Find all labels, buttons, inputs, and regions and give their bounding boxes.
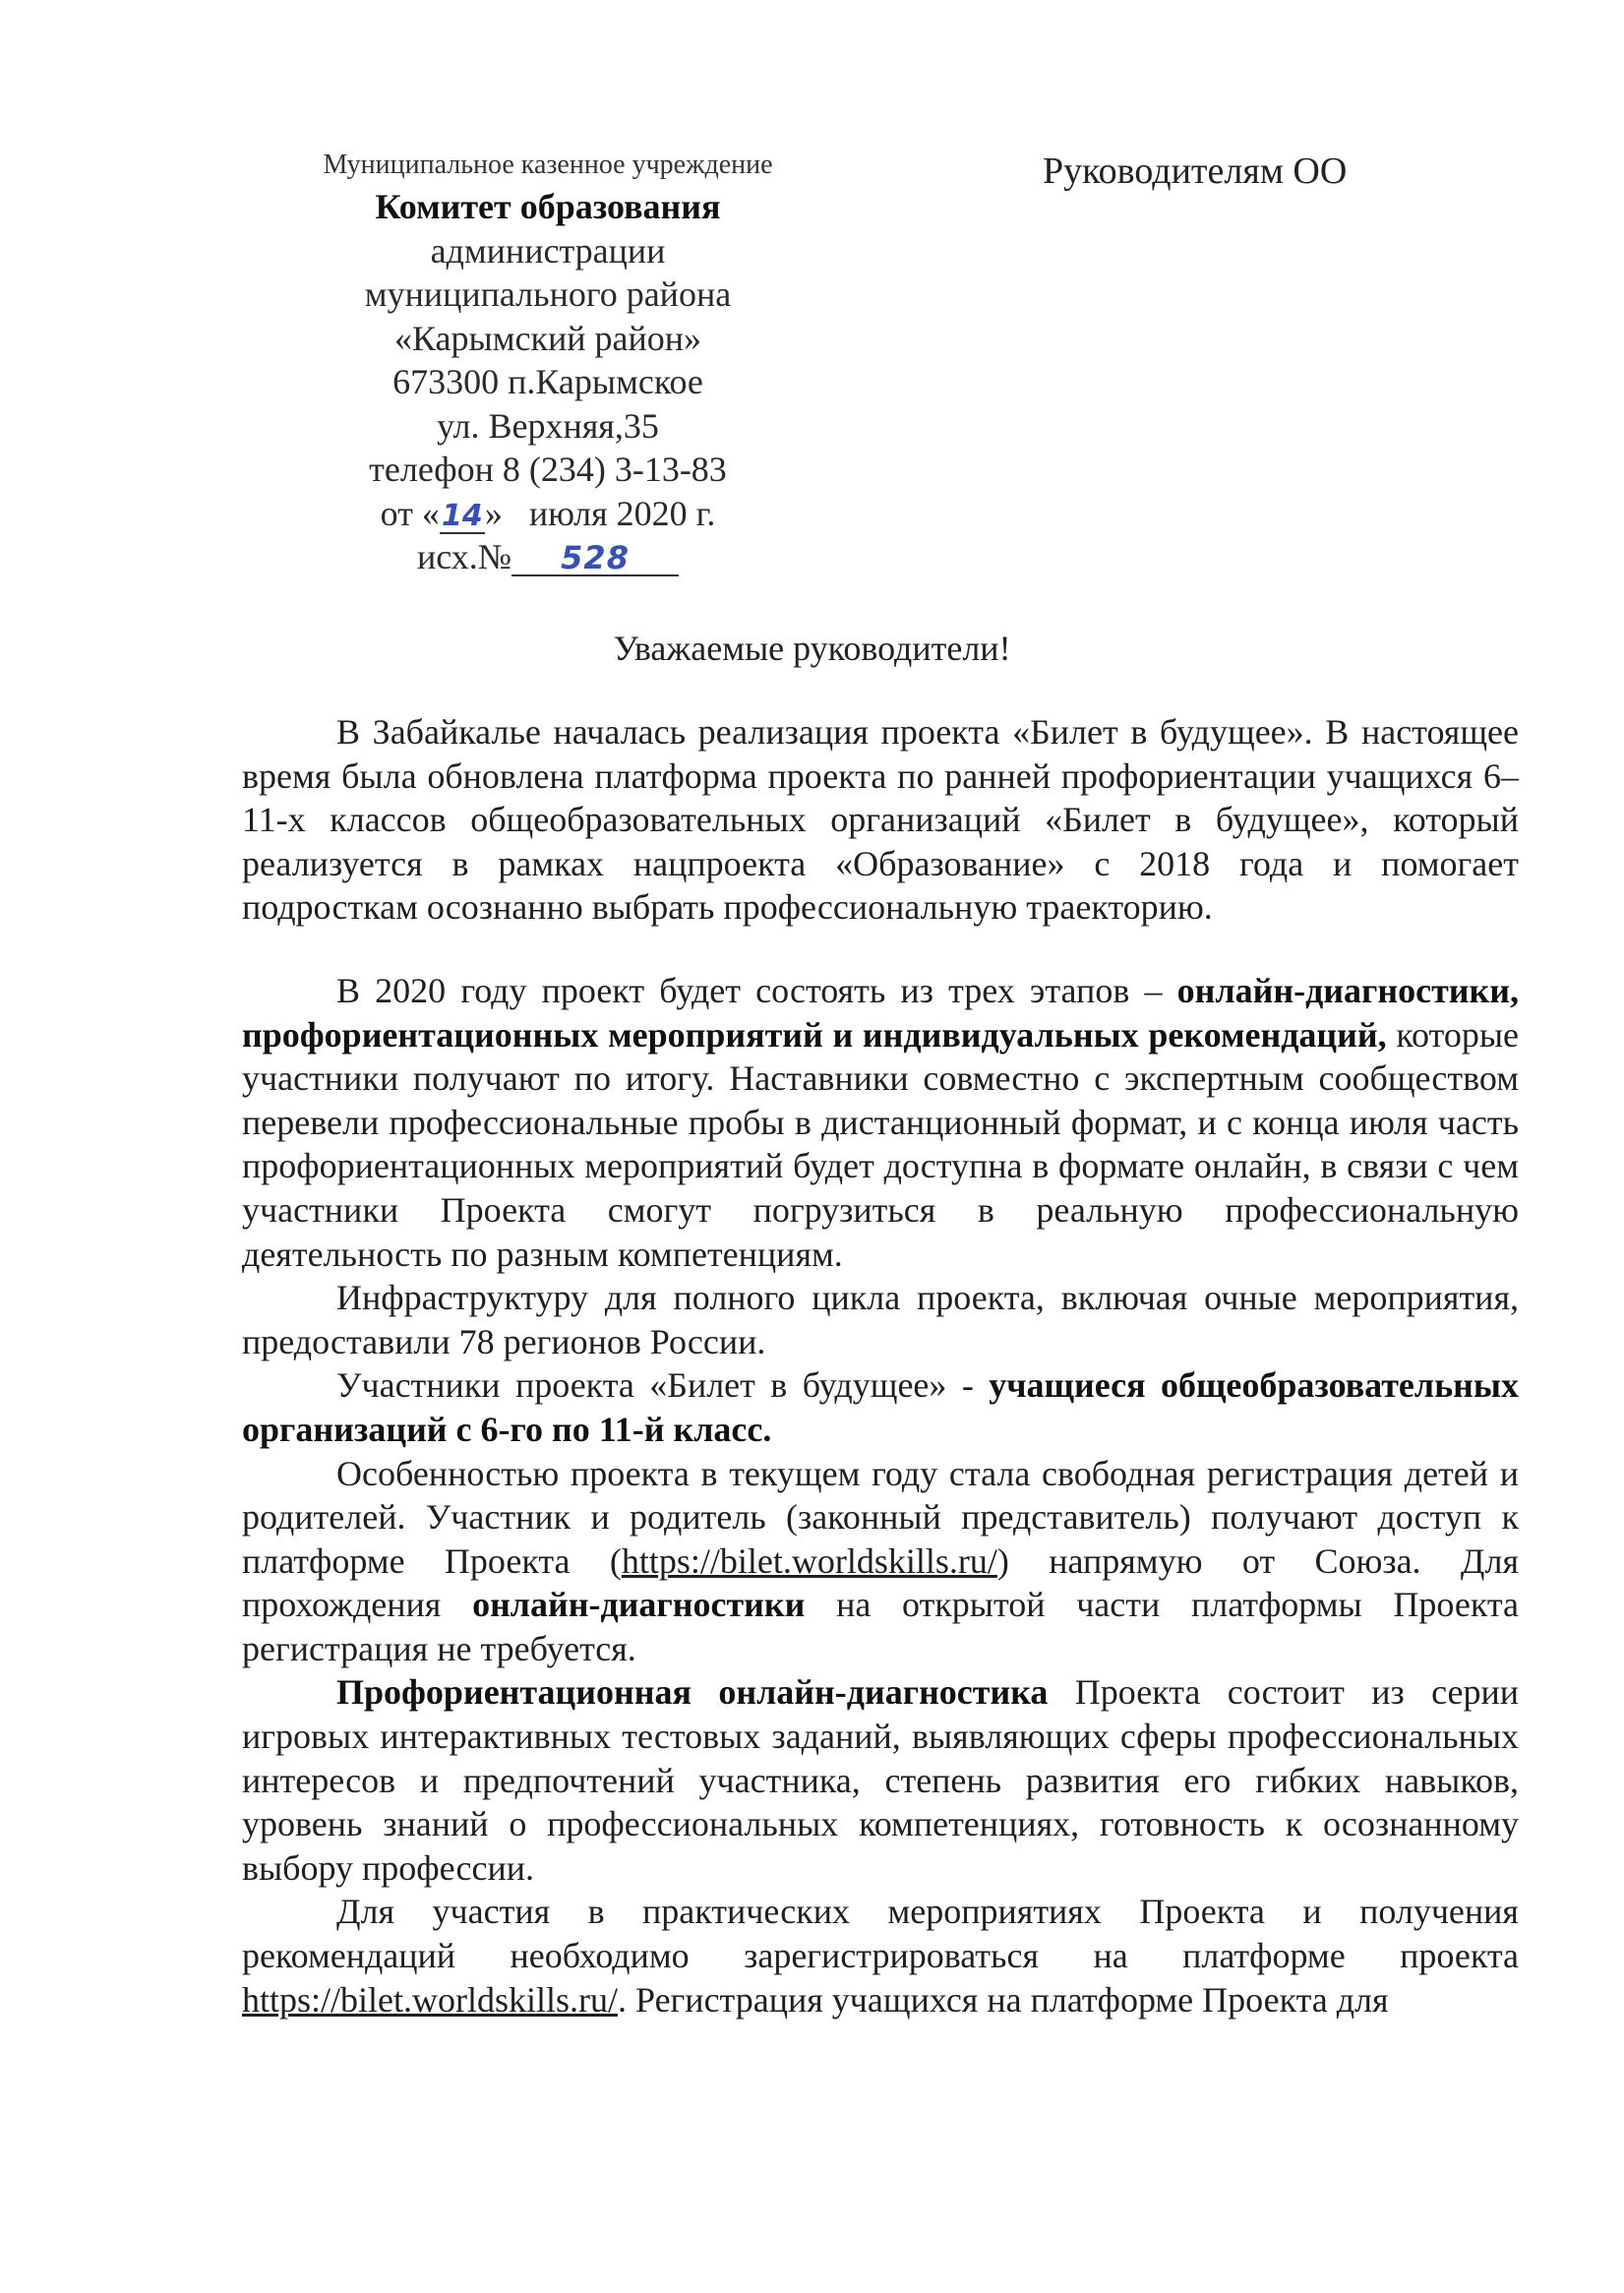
bold-phrase: онлайн-диагностики, профориентационных мероприятий и индивидуальных рекомендаций,	[242, 970, 1519, 1055]
bold-phrase: онлайн-диагностики	[472, 1585, 806, 1625]
paragraph: Инфраструктуру для полного цикла проекта, включая очные мероприятия, предоставили 78 регионов России.	[242, 1278, 1519, 1361]
org-type: Муниципальное казенное учреждение	[323, 150, 773, 180]
paragraph: Профориентационная онлайн-диагностика Проекта состоит из серии игровых интерактивных тестовых заданий, выявляющих сферы профессиональных интересов и предпочтений участника, степень развития его гибких навыков, уровень знаний о профессиональных компетенциях, готовность к осознанному выбору профессии.	[242, 1672, 1520, 1888]
bold-phrase: учащиеся общеобразовательных организаций с 6-го по 11-й класс.	[242, 1365, 1519, 1449]
date-suffix: » июля 2020 г.	[484, 493, 716, 533]
phone-number: телефон 8 (234) 3-13-83	[369, 450, 727, 489]
letter-body	[242, 710, 1519, 2021]
out-label: исх.№	[416, 537, 512, 576]
postal-address: 673300 п.Карымское	[392, 362, 703, 401]
street-address: ул. Верхняя,35	[437, 405, 659, 446]
letterhead-line: «Карымский район»	[394, 318, 701, 358]
platform-link[interactable]: https://bilet.worldskills.ru/	[621, 1540, 997, 1581]
addressee: Руководителям ОО	[1043, 151, 1348, 192]
paragraph: Для участия в практических мероприятиях Проекта и получения рекомендаций необходимо зарегистрироваться на платформе проекта https://bilet.worldskills.ru/. Регистрация учащихся на платформе Проекта для	[242, 1892, 1519, 2020]
bold-phrase: Профориентационная онлайн-диагностика	[336, 1672, 1049, 1713]
salutation: Уважаемые руководители!	[613, 629, 1011, 668]
letterhead	[228, 146, 868, 579]
letter-date	[228, 492, 868, 536]
paragraph: В Забайкалье началась реализация проекта «Билет в будущее». В настоящее время была обновлена платформа проекта по ранней профориентации учащихся 6–11-х классов общеобразовательных организаций «Билет в будущее», который реализуется в рамках нацпроекта «Образование» с 2018 года и помогает подросткам осознанно выбрать профессиональную траекторию.	[242, 712, 1519, 928]
paragraph: Участники проекта «Билет в будущее» - учащиеся общеобразовательных организаций с 6-го по 11-й класс.	[242, 1365, 1519, 1449]
letterhead-line: муниципального района	[364, 274, 732, 314]
date-prefix: от «	[380, 493, 440, 533]
handwritten-day: 14	[440, 501, 485, 534]
outgoing-number	[228, 535, 868, 579]
paragraph: Особенностью проекта в текущем году стала свободная регистрация детей и родителей. Участник и родитель (законный представитель) получают доступ к платформе Проекта (https://bilet.worldskills.ru/) напрямую от Союза. Для прохождения онлайн-диагностики на открытой части платформы Проекта регистрация не требуется.	[242, 1453, 1520, 1668]
handwritten-number: 528	[511, 541, 679, 576]
letterhead-line: администрации	[430, 230, 666, 271]
platform-link[interactable]: https://bilet.worldskills.ru/	[242, 1979, 619, 2020]
committee-name: Комитет образования	[375, 187, 721, 226]
paragraph: В 2020 году проект будет состоять из трех этапов – онлайн-диагностики, профориентационных мероприятий и индивидуальных рекомендаций, которые участники получают по итогу. Наставники совместно с экспертным сообществом перевели профессиональные пробы в дистанционный формат, и с конца июля часть профориентационных мероприятий будет доступна в формате онлайн, в связи с чем участники Проекта смогут погрузиться в реальную профессиональную деятельность по разным компетенциям.	[242, 970, 1519, 1274]
